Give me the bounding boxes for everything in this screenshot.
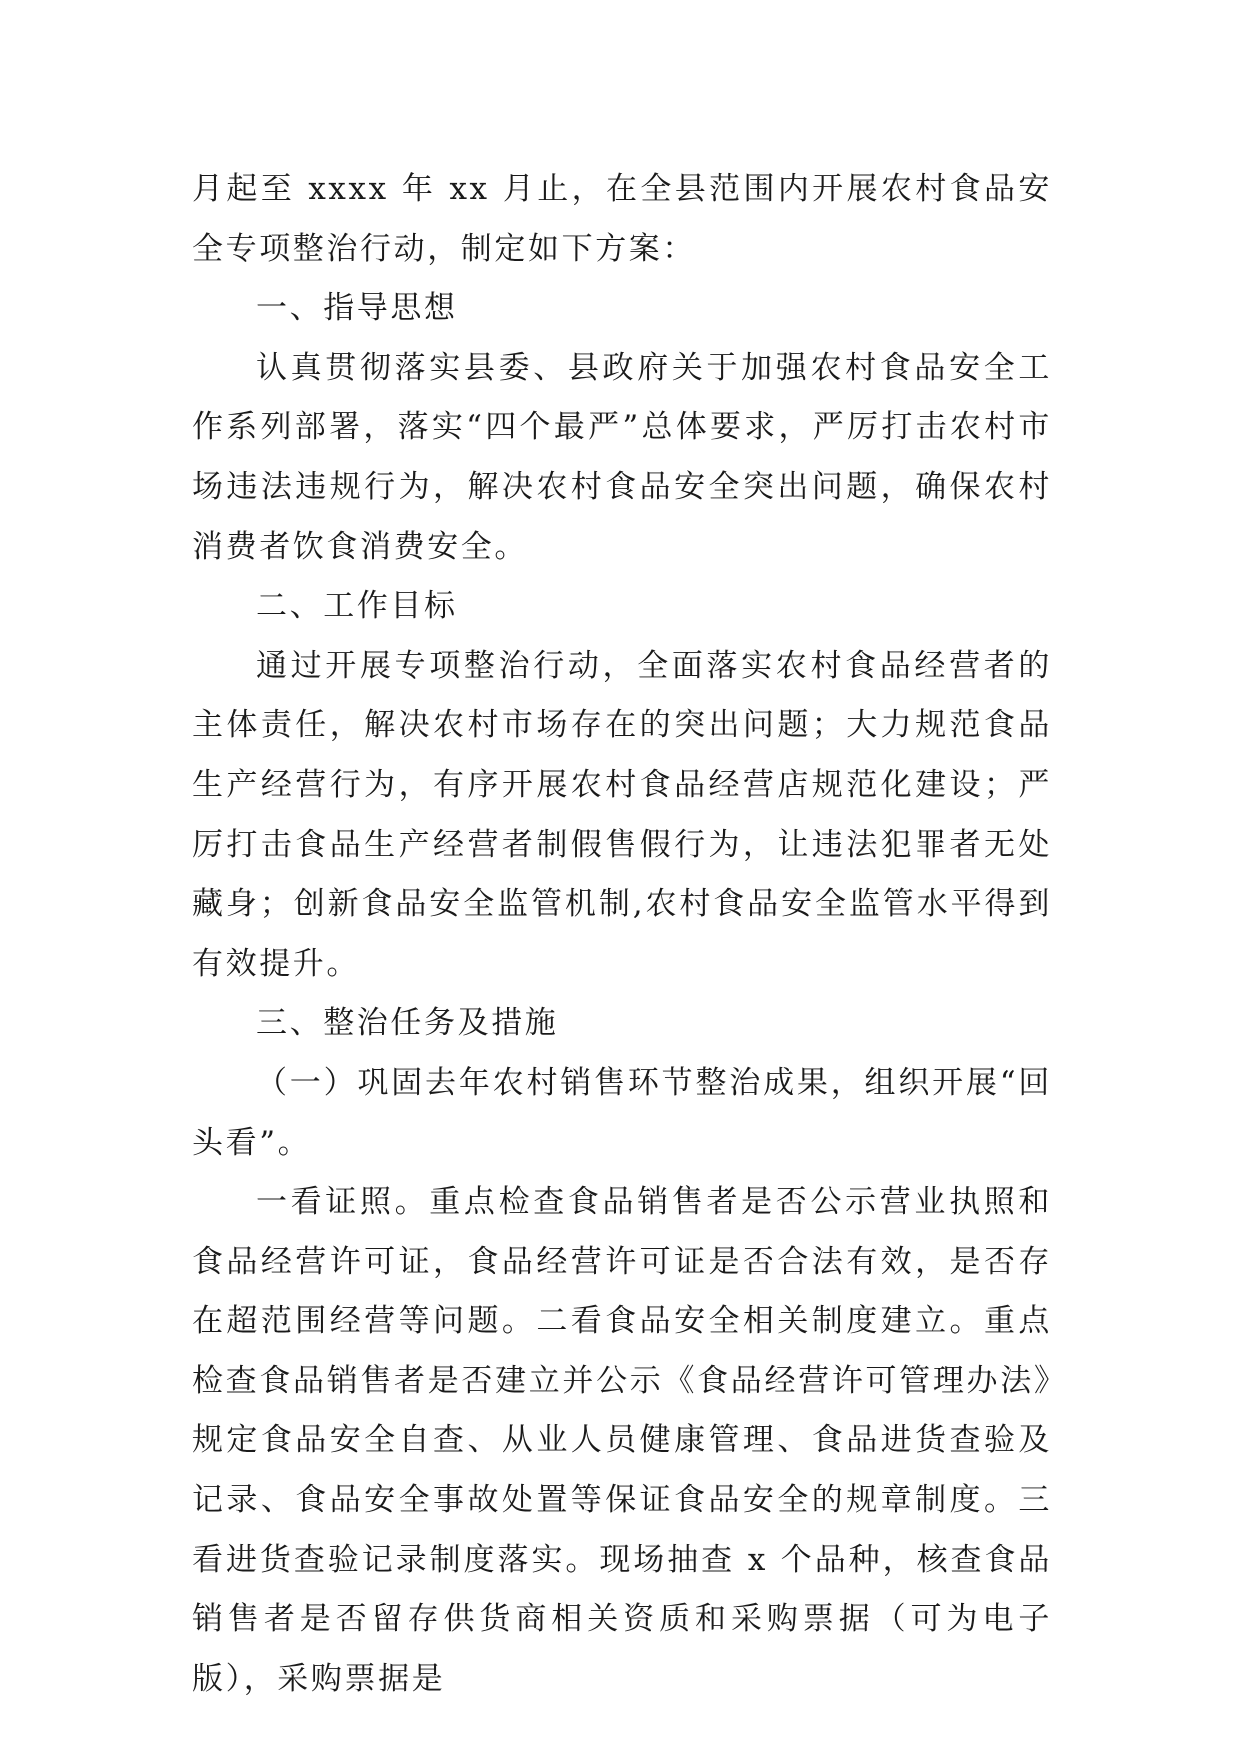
sub-heading-review: （一）巩固去年农村销售环节整治成果，组织开展“回头看”。 bbox=[192, 1064, 1052, 1161]
section-heading-work-goals: 二、工作目标 bbox=[256, 588, 458, 625]
section-heading-tasks-measures: 三、整治任务及措施 bbox=[256, 1005, 559, 1042]
section-heading-guiding-thought: 一、指导思想 bbox=[256, 290, 458, 327]
paragraph-work-goals: 通过开展专项整治行动，全面落实农村食品经营者的主体责任，解决农村市场存在的突出问题；大力规范食品生产经营行为，有序开展农村食品经营店规范化建设；严厉打击食品生产经营者制假售假行为，让违法犯罪者无处藏身；创新食品安全监管机制,农村食品安全监管水平得到有效提升。 bbox=[192, 647, 1052, 982]
document-body bbox=[192, 160, 1052, 1709]
paragraph-intro: 月起至 xxxx 年 xx 月止，在全县范围内开展农村食品安全专项整治行动，制定如下方案： bbox=[192, 171, 1052, 267]
paragraph-guiding-thought: 认真贯彻落实县委、县政府关于加强农村食品安全工作系列部署，落实“四个最严”总体要求，严厉打击农村市场违法违规行为，解决农村食品安全突出问题，确保农村消费者饮食消费安全。 bbox=[192, 349, 1052, 565]
paragraph-check-items: 一看证照。重点检查食品销售者是否公示营业执照和食品经营许可证，食品经营许可证是否合法有效，是否存在超范围经营等问题。二看食品安全相关制度建立。重点检查食品销售者是否建立并公示《食品经营许可管理办法》规定食品安全自查、从业人员健康管理、食品进货查验及记录、食品安全事故处置等保证食品安全的规章制度。三看进货查验记录制度落实。现场抽查 x 个品种，核查食品销售者是否留存供货商相关资质和采购票据（可为电子版），采购票据是 bbox=[192, 1184, 1052, 1697]
